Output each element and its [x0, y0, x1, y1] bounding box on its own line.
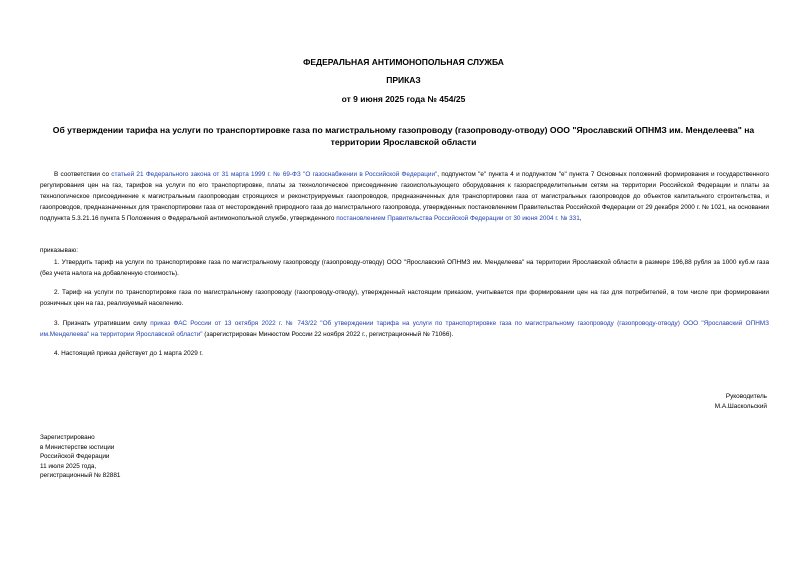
registration-line-5: регистрационный № 82881	[40, 472, 121, 479]
doc-type: ПРИКАЗ	[386, 75, 421, 85]
registration-line-1: Зарегистрировано	[40, 434, 95, 441]
registration-line-3: Российской Федерации	[40, 453, 110, 460]
document-title: Об утверждении тарифа на услуги по транспортировке газа по магистральному газопроводу (газопроводу-отводу) ООО "Ярославский ОПНМЗ им. Менделеева" на территории Ярославской области	[52, 125, 755, 147]
preamble-text-3: ,	[579, 215, 582, 222]
preamble-text-2: , подпунктом "е" пункта 4 и подпунктом "е" пункта 7 Основных положений формирования и государственного регулирования цен на газ, тарифов на услуги по его транспортировке, платы за технологическое присоединение газоиспользующего оборудования к газораспределительным сетям на территории Российской Федерации и платы за технологическое присоединение к магистральным газопроводам строящихся и реконструируемых газопроводов, предназначенных для транспортировки газа от магистральных газопроводов до объектов капитального строительства, и газопроводов, предназначенных для транспортировки газа от месторождений природного газа до магистрального газопровода, утвержденных постановлением Правительства Российской Федерации от 29 декабря 2000 г. № 1021, на основании подпункта 5.3.21.16 пункта 5 Положения о Федеральной антимонопольной службе, утвержденного	[40, 171, 770, 222]
signer-name: М.А.Шаскольский	[714, 403, 767, 410]
agency-name: ФЕДЕРАЛЬНАЯ АНТИМОНОПОЛЬНАЯ СЛУЖБА	[303, 57, 504, 67]
order-word: приказываю:	[40, 247, 78, 254]
revoked-order-link[interactable]: приказ ФАС России от 13 октября 2022 г. № 743/22 "Об утверждении тарифа на услуги по транспортировке газа по магистральному газопроводу (газопроводу-отводу) ООО "Ярославский ОПНМЗ им.Менделеева" на территории Ярославской области"	[40, 320, 769, 338]
signature-block	[715, 392, 767, 412]
item-1: 1. Утвердить тариф на услуги по транспортировке газа по магистральному газопроводу (газопроводу-отводу) ООО "Ярославский ОПНМЗ им. Менделеева" на территории Ярославской области в размере 196,88 рубля за 1000 куб.м газа (без учета налога на добавленную стоимость).	[40, 259, 769, 277]
item-2: 2. Тариф на услуги по транспортировке газа по магистральному газопроводу (газопроводу-отводу), утвержденный настоящим приказом, учитывается при формировании цен на газ для потребителей, в том числе при формировании розничных цен на газ, реализуемый населению.	[40, 289, 769, 307]
law-link[interactable]: статьей 21 Федерального закона от 31 марта 1999 г. № 69-ФЗ "О газоснабжении в Российской Федерации"	[111, 171, 438, 178]
registration-block	[40, 433, 120, 481]
signer-role: Руководитель	[725, 393, 767, 400]
item-4: 4. Настоящий приказ действует до 1 марта 2029 г.	[54, 350, 203, 357]
item-3-text-2: (зарегистрирован Минюстом России 22 ноября 2022 г., регистрационный № 71066).	[202, 331, 454, 338]
registration-line-2: в Министерстве юстиции	[40, 443, 115, 451]
item-3-text-1: 3. Признать утратившим силу	[54, 320, 151, 327]
preamble-text-1: В соответствии со	[54, 171, 112, 178]
registration-line-4: 11 июля 2025 года,	[40, 462, 97, 470]
government-decree-link[interactable]: постановлением Правительства Российской Федерации от 30 июня 2004 г. № 331	[336, 215, 580, 222]
preamble	[40, 169, 769, 224]
item-3	[40, 318, 769, 340]
doc-date-number: от 9 июня 2025 года № 454/25	[341, 94, 466, 104]
